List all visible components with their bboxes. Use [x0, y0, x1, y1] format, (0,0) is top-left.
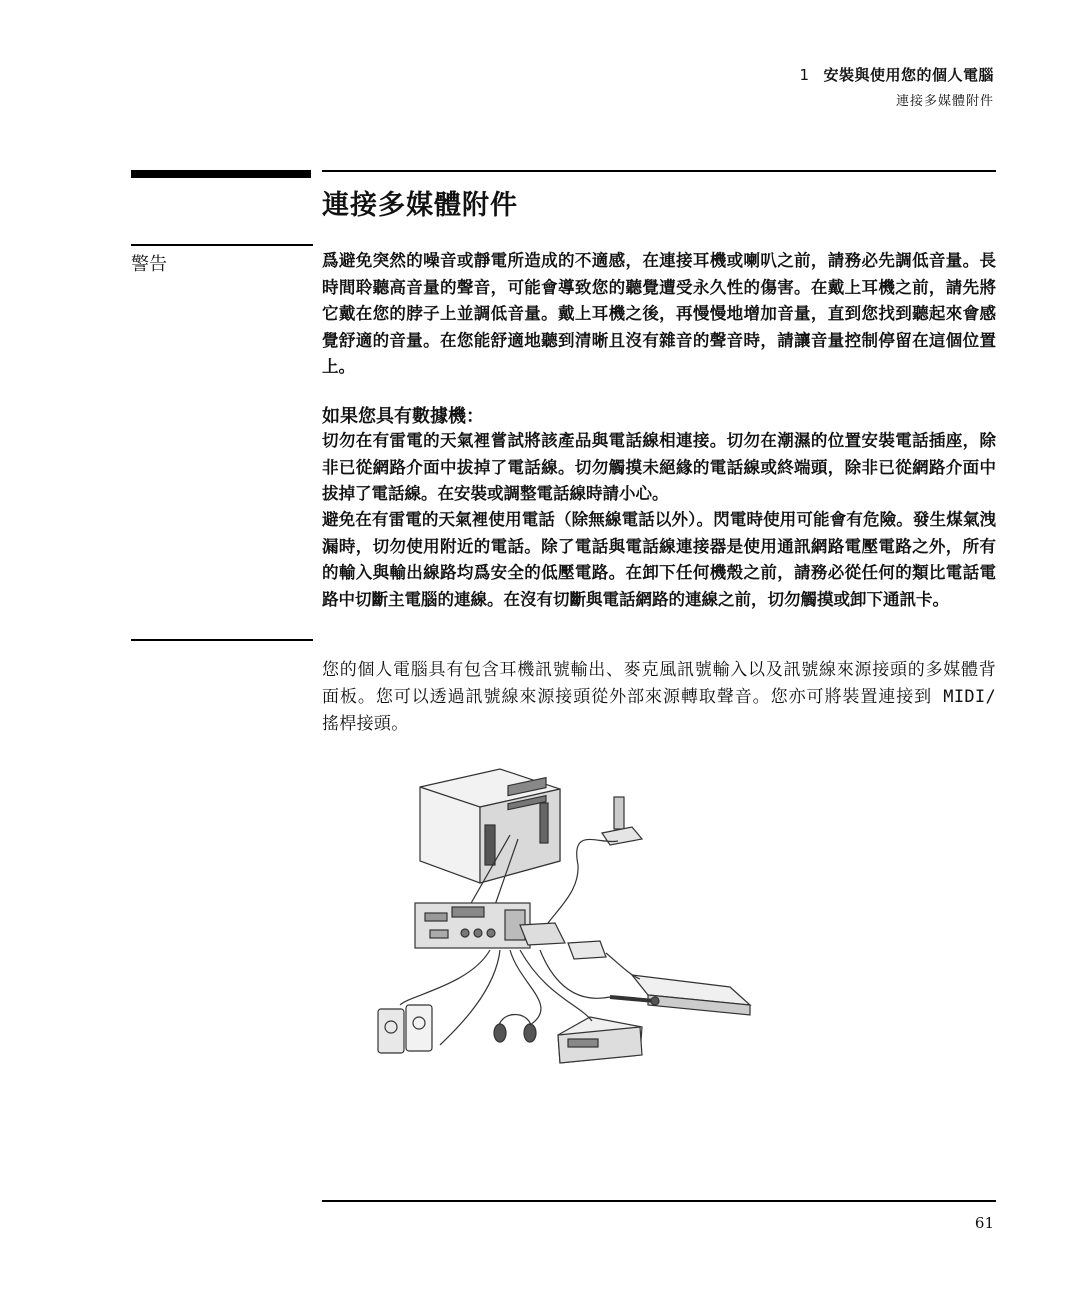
warning-paragraph-2: 切勿在有雷電的天氣裡嘗試將該產品與電話線相連接。切勿在潮濕的位置安裝電話插座，除非已從網路介面中拔掉了電話線。切勿觸摸未絕緣的電話線或終端頭，除非已從網路介面中拔掉了電話線。在安裝或調整電話線時請小心。	[322, 431, 996, 503]
page-number: 61	[974, 1214, 994, 1232]
modem-heading: 如果您具有數據機：	[322, 406, 484, 427]
warning-label: 警告	[131, 254, 167, 275]
warning-paragraph-3: 避免在有雷電的天氣裡使用電話（除無線電話以外）。閃電時使用可能會有危險。發生煤氣洩漏時，切勿使用附近的電話。除了電話與電話線連接器是使用通訊網路電壓電路之外，所有的輸入與輸出線路均爲安全的低壓電路。在卸下任何機殼之前，請務必從任何的類比電話電路中切斷主電腦的連線。在沒有切斷與電話網路的連線之前，切勿觸摸或卸下通訊卡。	[322, 510, 996, 609]
warning-bottom-rule	[131, 639, 313, 641]
section-rule	[322, 170, 996, 172]
running-header-section: 連接多媒體附件	[895, 94, 994, 109]
midi-keyboard-icon	[606, 953, 750, 1015]
warning-paragraph-1: 爲避免突然的噪音或靜電所造成的不適感，在連接耳機或喇叭之前，請務必先調低音量。長時間聆聽高音量的聲音，可能會導致您的聽覺遭受永久性的傷害。在戴上耳機之前，請先將它戴在您的脖子上並調低音量。戴上耳機之後，再慢慢地增加音量，直到您找到聽起來會感覺舒適的音量。在您能舒適地聽到清晰且沒有雜音的聲音時，請讓音量控制停留在這個位置上。	[322, 251, 996, 376]
pc-tower-icon	[420, 769, 560, 883]
body-paragraph: 您的個人電腦具有包含耳機訊號輸出、麥克風訊號輸入以及訊號線來源接頭的多媒體背面板。您可以透過訊號線來源接頭從外部來源轉取聲音。您亦可將裝置連接到 MIDI/ 搖桿接頭。	[322, 660, 996, 734]
running-header-chapter	[799, 64, 994, 85]
speakers-icon	[378, 950, 500, 1053]
multimedia-connection-illustration	[370, 765, 760, 1065]
warning-top-rule	[131, 244, 313, 246]
chapter-number: 1	[799, 66, 810, 84]
cable-connectors-icon	[520, 923, 606, 959]
stereo-receiver-icon	[520, 950, 642, 1063]
back-panel-inset-icon	[415, 903, 530, 948]
chapter-title: 安裝與使用您的個人電腦	[823, 66, 994, 84]
section-title: 連接多媒體附件	[322, 190, 518, 221]
headphones-icon	[494, 950, 541, 1042]
footer-rule	[322, 1200, 996, 1202]
section-thick-rule	[131, 170, 311, 178]
